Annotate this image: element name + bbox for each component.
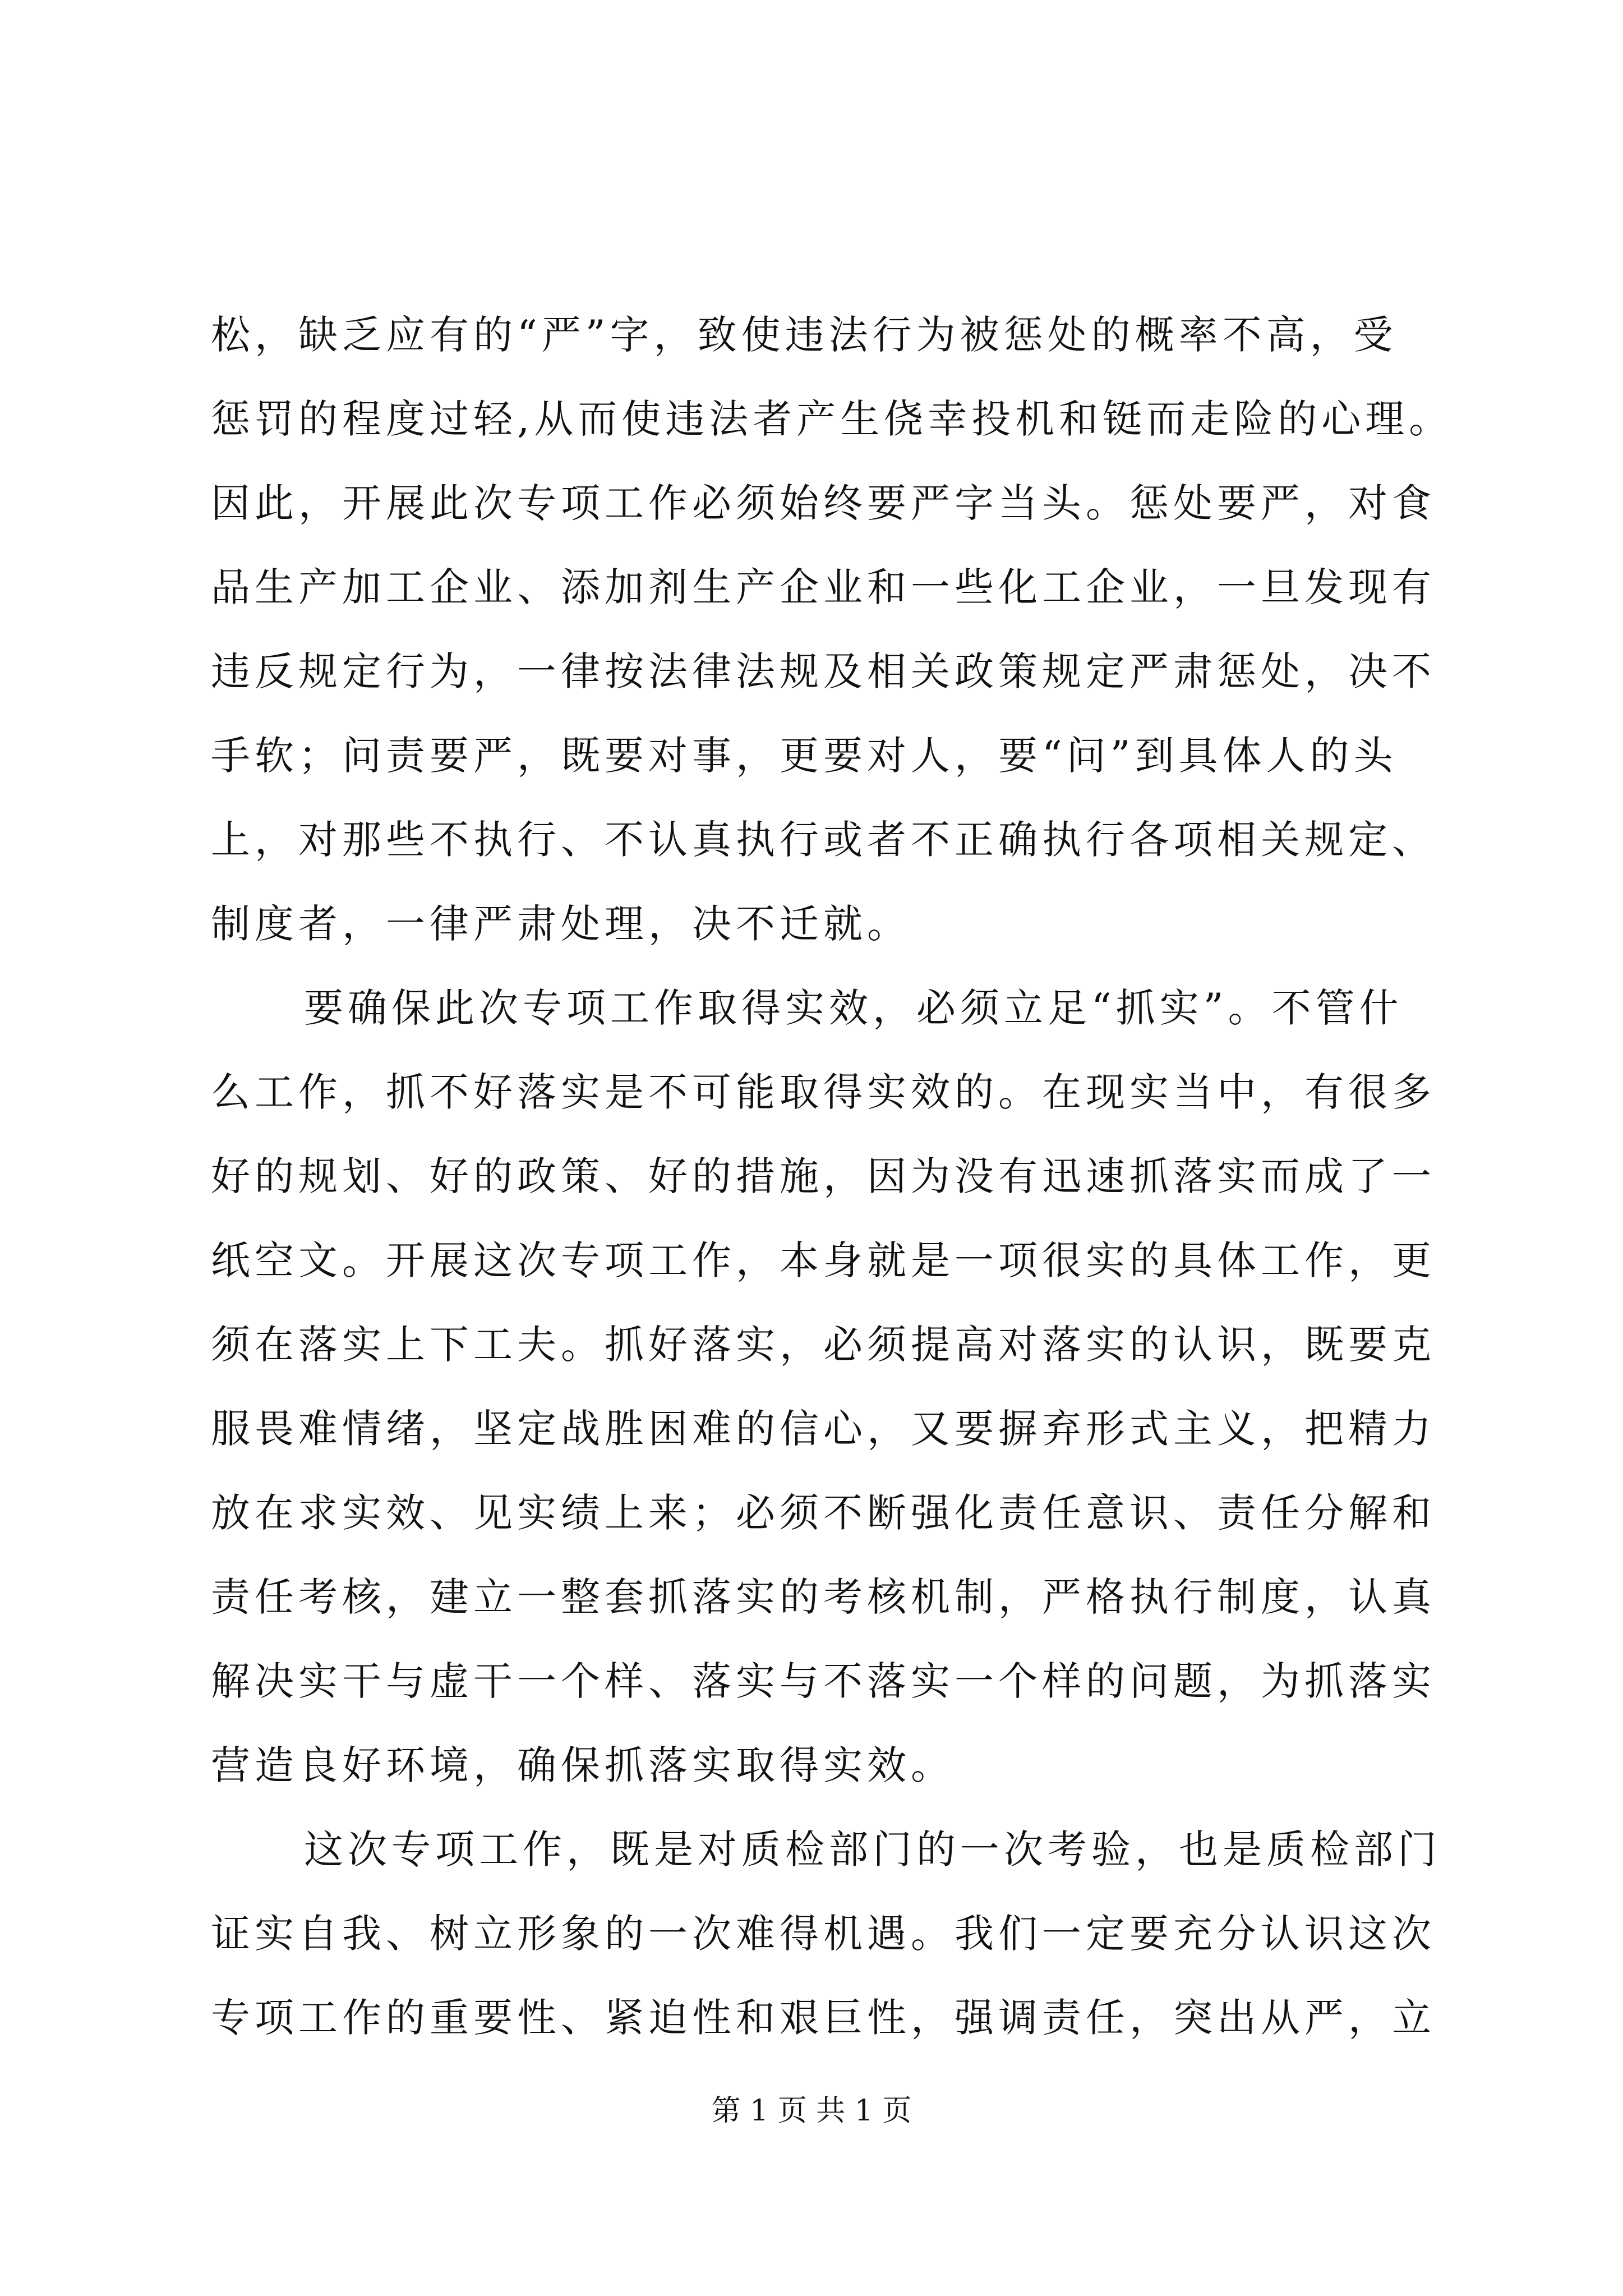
text-line: 服畏难情绪，坚定战胜困难的信心，又要摒弃形式主义，把精力 [211, 1406, 1436, 1452]
text-line: 手软；问责要严，既要对事，更要对人，要“问”到具体人的头 [211, 733, 1398, 779]
text-line: 上，对那些不执行、不认真执行或者不正确执行各项相关规定、 [211, 817, 1436, 863]
text-line: 么工作，抓不好落实是不可能取得实效的。在现实当中，有很多 [211, 1069, 1436, 1115]
text-line: 解决实干与虚干一个样、落实与不落实一个样的问题，为抓落实 [211, 1658, 1436, 1704]
text-line: 须在落实上下工夫。抓好落实，必须提高对落实的认识，既要克 [211, 1322, 1436, 1368]
text-line: 营造良好环境，确保抓落实取得实效。 [211, 1742, 955, 1788]
text-line: 违反规定行为，一律按法律法规及相关政策规定严肃惩处，决不 [211, 648, 1436, 694]
text-line: 品生产加工企业、添加剂生产企业和一些化工企业，一旦发现有 [211, 564, 1436, 610]
text-line: 放在求实效、见实绩上来；必须不断强化责任意识、责任分解和 [211, 1490, 1436, 1536]
paragraph-start-line: 这次专项工作，既是对质检部门的一次考验，也是质检部门 [304, 1826, 1441, 1872]
text-line: 证实自我、树立形象的一次难得机遇。我们一定要充分认识这次 [211, 1911, 1436, 1957]
text-line: 惩罚的程度过轻,从而使违法者产生侥幸投机和铤而走险的心理。 [211, 396, 1453, 442]
text-line: 制度者，一律严肃处理，决不迁就。 [211, 901, 911, 947]
text-line: 好的规划、好的政策、好的措施，因为没有迅速抓落实而成了一 [211, 1153, 1436, 1199]
page-footer: 第 1 页 共 1 页 [711, 2094, 912, 2128]
text-line: 专项工作的重要性、紧迫性和艰巨性，强调责任，突出从严，立 [211, 1995, 1436, 2041]
text-line: 责任考核，建立一整套抓落实的考核机制，严格执行制度，认真 [211, 1574, 1436, 1620]
paragraph-start-line: 要确保此次专项工作取得实效，必须立足“抓实”。不管什 [304, 985, 1403, 1031]
text-line: 因此，开展此次专项工作必须始终要严字当头。惩处要严，对食 [211, 480, 1436, 526]
text-line: 松，缺乏应有的“严”字，致使违法行为被惩处的概率不高，受 [211, 312, 1398, 358]
text-line: 纸空文。开展这次专项工作，本身就是一项很实的具体工作，更 [211, 1237, 1436, 1283]
